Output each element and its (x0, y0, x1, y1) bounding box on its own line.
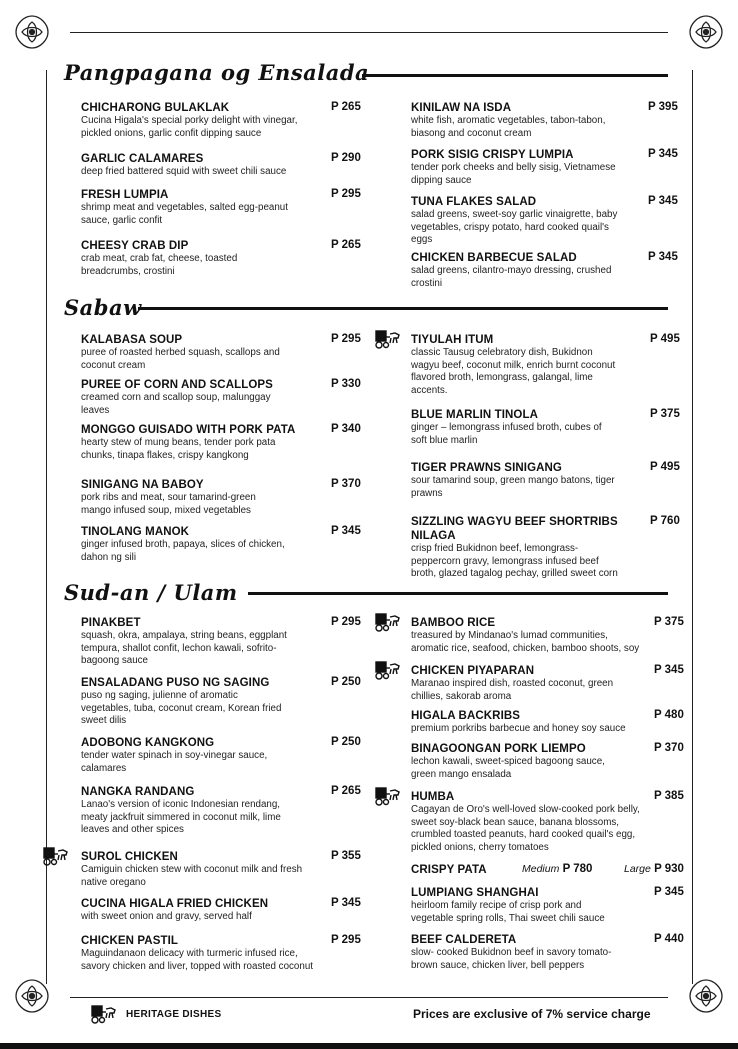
menu-item-price: P 345 (648, 251, 678, 263)
menu-item (81, 850, 336, 889)
menu-item-price: P 355 (331, 850, 361, 862)
menu-item (411, 933, 651, 972)
menu-item-price: P 370 (654, 742, 684, 754)
menu-item-description: creamed corn and scallop soup, malunggay (81, 392, 271, 403)
menu-item-description: classic Tausug celebratory dish, Bukidnon (411, 347, 593, 358)
menu-item-description: tender water spinach in soy-vinegar sauce, (81, 750, 268, 761)
menu-item-description: sweet dilis (81, 715, 127, 726)
menu-item-price: P 250 (331, 676, 361, 688)
menu-item-description: deep fried battered squid with sweet chili sauce (81, 166, 287, 177)
menu-item-description: Lanao's version of iconic Indonesian rendang, (81, 799, 281, 810)
menu-item (81, 188, 336, 227)
menu-item-description: salad greens, sweet-soy garlic vinaigrette, baby (411, 209, 618, 220)
menu-item-name: BLUE MARLIN TINOLA (411, 409, 539, 421)
menu-item (411, 408, 651, 447)
menu-item-description: Cagayan de Oro's well-loved slow-cooked pork belly, (411, 804, 640, 815)
menu-item-price: P 395 (648, 101, 678, 113)
menu-item-name: SIZZLING WAGYU BEEF SHORTRIBS NILAGA (411, 516, 618, 542)
menu-item-price: P 265 (331, 239, 361, 251)
menu-item-description: savory chicken and liver, topped with roasted coconut (81, 960, 313, 972)
menu-item-name: PUREE OF CORN AND SCALLOPS (81, 379, 273, 391)
menu-item-description: vegetables, crispy potato, hard cooked quail's (411, 221, 609, 233)
border-top (70, 32, 668, 33)
menu-item-name: BAMBOO RICE (411, 617, 496, 629)
crispy-pata-medium: Medium P 780 (522, 863, 593, 875)
menu-item-name: GARLIC CALAMARES (81, 153, 204, 165)
menu-item-price: P 295 (331, 934, 361, 946)
menu-item-price: P 295 (331, 333, 361, 345)
menu-item-description: peppercorn gravy, lemongrass infused beef (411, 555, 599, 567)
menu-item (81, 152, 336, 179)
menu-item-name: CHICKEN BARBECUE SALAD (411, 252, 577, 264)
menu-item-name: HIGALA BACKRIBS (411, 710, 521, 722)
menu-item-description: salad greens, cilantro-mayo dressing, crushed (411, 265, 612, 276)
menu-item-description: sauce, garlic confit (81, 214, 163, 226)
carriage-icon (374, 785, 402, 807)
menu-item-description: Cucina Higala's special porky delight with vinegar, (81, 115, 298, 126)
menu-item-price: P 495 (650, 461, 680, 473)
menu-item-description: calamares (81, 762, 127, 774)
menu-item-description: Camiguin chicken stew with coconut milk and fresh (81, 864, 303, 875)
menu-item (411, 709, 651, 736)
menu-item (411, 790, 651, 854)
section-title-soups: Sabaw (64, 295, 142, 320)
menu-item-description: wagyu beef, coconut milk, enrich burnt coconut (411, 359, 616, 371)
menu-item-description: hearty stew of mung beans, tender pork pata (81, 437, 276, 448)
menu-item-description: Maranao inspired dish, roasted coconut, green (411, 678, 614, 689)
menu-item-description: vegetable spring rolls, Thai sweet chili sauce (411, 912, 605, 924)
menu-item-name: SINIGANG NA BABOY (81, 479, 204, 491)
section-title-mains: Sud-an / Ulam (64, 580, 238, 605)
menu-item-name: BEEF CALDERETA (411, 934, 517, 946)
menu-item-description: green mango ensalada (411, 768, 512, 780)
menu-item-price: P 370 (331, 478, 361, 490)
menu-item-description: mango infused soup, mixed vegetables (81, 504, 251, 516)
menu-item-price: P 760 (650, 515, 680, 527)
menu-item-description: flavored broth, lemongrass, galangal, lime (411, 372, 593, 383)
menu-item (411, 461, 651, 500)
menu-item-price: P 295 (331, 188, 361, 200)
menu-item-price: P 495 (650, 333, 680, 345)
menu-item-price: P 250 (331, 736, 361, 748)
menu-item (81, 676, 336, 728)
menu-item-description: chillies, sakorab aroma (411, 690, 512, 702)
menu-item-description: heirloom family recipe of crisp pork and (411, 900, 582, 911)
menu-item-price: P 345 (648, 195, 678, 207)
menu-item-description: pickled onions, cherry tomatoes (411, 841, 549, 853)
menu-item (411, 251, 651, 290)
border-bottom (70, 997, 668, 998)
menu-item-description: vegetables, tuba, coconut cream, Korean fried (81, 702, 282, 714)
menu-item-description: chunks, tinapa flakes, crispy kangkong (81, 449, 249, 461)
menu-item-description: white fish, aromatic vegetables, tabon-tabon, (411, 115, 606, 126)
menu-item-name: KINILAW NA ISDA (411, 102, 512, 114)
menu-item-description: squash, okra, ampalaya, string beans, eggplant (81, 630, 287, 641)
menu-item-description: leaves and other spices (81, 824, 184, 835)
menu-item-price: P 375 (650, 408, 680, 420)
menu-item-name: TIGER PRAWNS SINIGANG (411, 462, 562, 474)
menu-item-name: MONGGO GUISADO WITH PORK PATA (81, 424, 296, 436)
menu-item-description: crumbled toasted peanuts, hard cooked quail's egg, (411, 829, 636, 840)
menu-item-price: P 330 (331, 378, 361, 390)
menu-item-description: pickled onions, garlic confit dipping sauce (81, 127, 262, 139)
menu-item-price: P 345 (331, 525, 361, 537)
menu-item (81, 736, 336, 775)
corner-ornament-icon (12, 12, 52, 52)
menu-item-description: slow- cooked Bukidnon beef in savory tomato- (411, 947, 612, 958)
carriage-icon (42, 845, 70, 867)
menu-item-name: BINAGOONGAN PORK LIEMPO (411, 743, 586, 755)
menu-item-description: broth, glazed tagalog pechay, grilled sweet corn (411, 568, 618, 579)
section-rule (248, 592, 668, 595)
bottom-bar (0, 1043, 738, 1049)
menu-item-description: puso ng saging, julienne of aromatic (81, 690, 238, 701)
service-charge-note: Prices are exclusive of 7% service charge (413, 1007, 651, 1021)
menu-item-description: crostini (411, 277, 443, 289)
menu-item-name: NANGKA RANDANG (81, 786, 195, 798)
menu-item-description: shrimp meat and vegetables, salted egg-peanut (81, 202, 288, 213)
menu-item-price: P 345 (648, 148, 678, 160)
menu-item (81, 934, 336, 973)
heritage-legend (90, 1003, 221, 1025)
section-rule (138, 307, 668, 310)
border-right (692, 70, 693, 984)
menu-item-description: eggs (411, 234, 433, 245)
menu-item (411, 664, 651, 703)
menu-item (411, 195, 651, 247)
menu-item-price: P 375 (654, 616, 684, 628)
menu-item-price: P 345 (654, 886, 684, 898)
menu-item-name: CRISPY PATA (411, 864, 487, 876)
menu-item-price: P 480 (654, 709, 684, 721)
heritage-legend-label: HERITAGE DISHES (126, 1008, 222, 1020)
menu-item-name: CHICKEN PIYAPARAN (411, 665, 535, 677)
menu-item-price: P 345 (331, 897, 361, 909)
menu-item-description: brown sauce, chicken liver, bell peppers (411, 959, 585, 971)
menu-item-description: coconut cream (81, 359, 146, 371)
menu-item-name: HUMBA (411, 791, 455, 803)
menu-item-name: TINOLANG MANOK (81, 526, 190, 538)
menu-item-name: CHICKEN PASTIL (81, 935, 179, 947)
menu-item-price: P 265 (331, 101, 361, 113)
menu-item-price: P 340 (331, 423, 361, 435)
menu-item-description: breadcrumbs, crostini (81, 265, 175, 277)
menu-item-description: native oregano (81, 876, 146, 888)
menu-item-name: TUNA FLAKES SALAD (411, 196, 537, 208)
menu-item-description: aromatic rice, seafood, chicken, bamboo shoots, soy (411, 642, 640, 654)
menu-item (81, 378, 336, 417)
menu-item-description: tender pork cheeks and belly sisig, Vietnamese (411, 162, 616, 173)
menu-item (81, 101, 336, 140)
carriage-icon (374, 328, 402, 350)
menu-item-name: KALABASA SOUP (81, 334, 183, 346)
corner-ornament-icon (686, 12, 726, 52)
menu-item (81, 616, 336, 668)
section-rule (362, 74, 668, 77)
menu-item-price: P 345 (654, 664, 684, 676)
corner-ornament-icon (12, 976, 52, 1016)
menu-item (411, 148, 651, 187)
menu-item-description: sweet soy-black bean sauce, banana blossoms, (411, 816, 620, 828)
menu-item-name: PORK SISIG CRISPY LUMPIA (411, 149, 574, 161)
menu-item-description: crisp fried Bukidnon beef, lemongrass- (411, 543, 579, 554)
menu-item-description: meaty jackfruit simmered in coconut milk, lime (81, 811, 281, 823)
menu-item-description: biasong and coconut cream (411, 127, 532, 139)
menu-item (411, 886, 651, 925)
menu-item-price: P 265 (331, 785, 361, 797)
menu-item-price: P 295 (331, 616, 361, 628)
carriage-icon (374, 659, 402, 681)
menu-item-description: accents. (411, 384, 448, 396)
menu-item-name: LUMPIANG SHANGHAI (411, 887, 539, 899)
menu-item-name: PINAKBET (81, 617, 141, 629)
menu-item (81, 897, 336, 924)
menu-item (81, 423, 336, 462)
menu-item-price: P 440 (654, 933, 684, 945)
menu-item-name: FRESH LUMPIA (81, 189, 169, 201)
menu-item-description: ginger – lemongrass infused broth, cubes of (411, 422, 602, 433)
menu-item-description: ginger infused broth, papaya, slices of chicken, (81, 539, 285, 550)
menu-item (411, 515, 651, 581)
menu-item (411, 333, 651, 397)
menu-item (81, 525, 336, 564)
menu-item-description: dahon ng sili (81, 551, 137, 563)
menu-item (81, 239, 336, 278)
carriage-icon (374, 611, 402, 633)
menu-item-description: Maguindanaon delicacy with turmeric infused rice, (81, 948, 298, 959)
menu-item-name: CHICHARONG BULAKLAK (81, 102, 230, 114)
menu-item-name: CHEESY CRAB DIP (81, 240, 189, 252)
menu-item-price: P 385 (654, 790, 684, 802)
menu-item-description: prawns (411, 487, 443, 499)
menu-item-name: CUCINA HIGALA FRIED CHICKEN (81, 898, 269, 910)
menu-item-description: pork ribs and meat, sour tamarind-green (81, 492, 256, 503)
crispy-pata-large: Large P 930 (624, 863, 684, 875)
menu-item-name: ADOBONG KANGKONG (81, 737, 215, 749)
menu-item-description: lechon kawali, sweet-spiced bagoong sauce, (411, 756, 605, 767)
menu-item-description: soft blue marlin (411, 434, 478, 446)
menu-item-description: dipping sauce (411, 174, 472, 186)
menu-item-name: ENSALADANG PUSO NG SAGING (81, 677, 270, 689)
carriage-icon (90, 1003, 118, 1025)
menu-item-description: tempura, shallot confit, lechon kawali, sofrito- (81, 642, 277, 654)
menu-item-description: bagoong sauce (81, 655, 149, 666)
corner-ornament-icon (686, 976, 726, 1016)
menu-item-description: with sweet onion and gravy, served half (81, 911, 252, 922)
menu-item-description: treasured by Mindanao's lumad communities, (411, 630, 608, 641)
menu-item-name: SUROL CHICKEN (81, 851, 178, 863)
menu-item-description: puree of roasted herbed squash, scallops and (81, 347, 280, 358)
menu-item (411, 616, 651, 655)
menu-item-description: crab meat, crab fat, cheese, toasted (81, 253, 238, 264)
menu-item (411, 742, 651, 781)
menu-item (411, 101, 651, 140)
menu-item-description: premium porkribs barbecue and honey soy sauce (411, 723, 626, 734)
menu-item (81, 333, 336, 372)
menu-item-price: P 290 (331, 152, 361, 164)
menu-item (81, 785, 336, 837)
section-title-appetizers: Pangpagana og Ensalada (64, 60, 370, 85)
menu-item-name: TIYULAH ITUM (411, 334, 494, 346)
menu-item-description: sour tamarind soup, green mango batons, tiger (411, 475, 615, 486)
menu-item-description: leaves (81, 404, 110, 416)
menu-item (81, 478, 336, 517)
